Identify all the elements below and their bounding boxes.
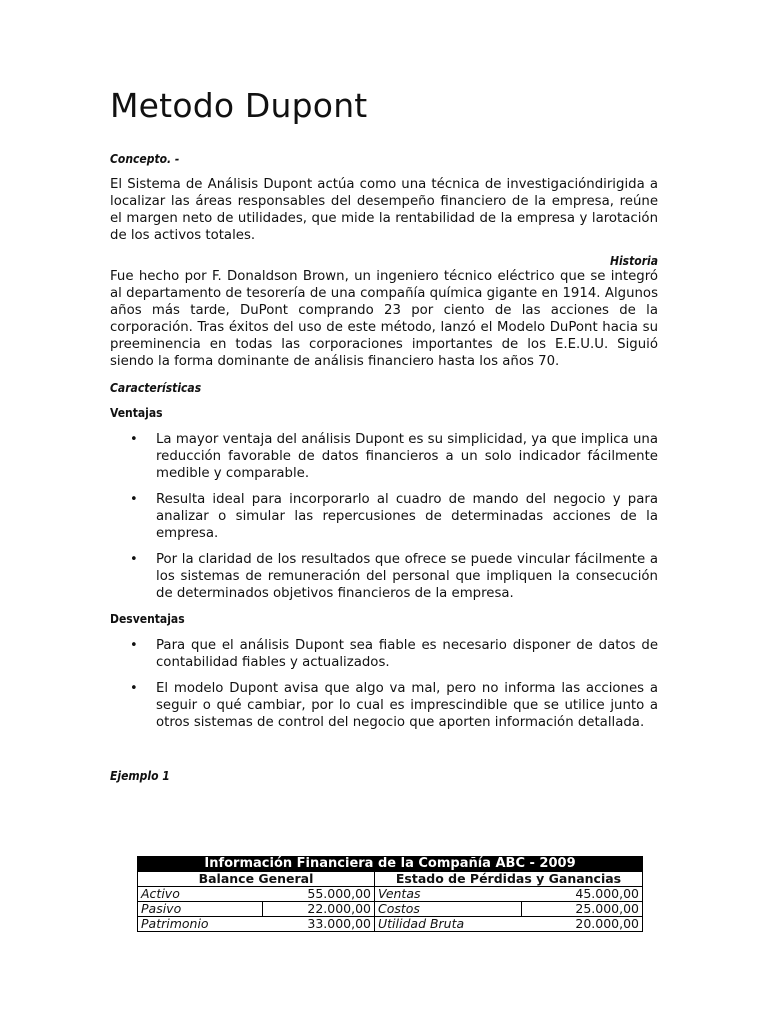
bullet-icon: • <box>130 552 138 567</box>
ventajas-list <box>110 431 658 602</box>
bullet-icon: • <box>130 681 138 696</box>
resultados-value: 25.000,00 <box>521 902 643 917</box>
financial-table <box>137 856 643 932</box>
balance-value: 33.000,00 <box>262 917 375 932</box>
ventaja-text: Resulta ideal para incorporarlo al cuadro de mando del negocio y para analizar o simular las repercusiones de determinadas acciones de la empresa. <box>156 492 658 541</box>
page-title: Metodo Dupont <box>110 86 368 125</box>
list-item <box>110 491 658 542</box>
table-title: Información Financiera de la Compañía ABC - 2009 <box>138 857 643 872</box>
ventaja-text: Por la claridad de los resultados que ofrece se puede vincular fácilmente a los sistemas de remuneración del personal que impliquen la consecución de determinados objetivos financieros de la empresa. <box>156 552 658 601</box>
list-item <box>110 680 658 731</box>
list-item <box>110 551 658 602</box>
table-row <box>138 902 643 917</box>
balance-label: Activo <box>138 887 263 902</box>
table-row <box>138 917 643 932</box>
concepto-heading: Concepto. - <box>110 152 180 166</box>
table-row <box>138 887 643 902</box>
resultados-value: 45.000,00 <box>521 887 643 902</box>
resultados-label: Ventas <box>375 887 522 902</box>
ventajas-heading: Ventajas <box>110 406 163 420</box>
resultados-label: Utilidad Bruta <box>375 917 522 932</box>
ventaja-text: La mayor ventaja del análisis Dupont es su simplicidad, ya que implica una reducción favorable de datos financieros a un solo indicador fácilmente medible y comparable. <box>156 432 658 481</box>
bullet-icon: • <box>130 492 138 507</box>
document-content <box>110 86 658 783</box>
desventajas-heading: Desventajas <box>110 612 185 626</box>
desventaja-text: El modelo Dupont avisa que algo va mal, pero no informa las acciones a seguir o qué cambiar, por lo cual es imprescindible que se utilice junto a otros sistemas de control del negocio que aporten información detallada. <box>156 681 658 730</box>
resultados-label: Costos <box>375 902 522 917</box>
list-item <box>110 431 658 482</box>
bullet-icon: • <box>130 638 138 653</box>
desventaja-text: Para que el análisis Dupont sea fiable es necesario disponer de datos de contabilidad fiables y actualizados. <box>156 638 658 670</box>
balance-value: 55.000,00 <box>262 887 375 902</box>
balance-label: Pasivo <box>138 902 263 917</box>
caracteristicas-heading: Características <box>110 381 202 395</box>
list-item <box>110 637 658 671</box>
balance-label: Patrimonio <box>138 917 263 932</box>
balance-header: Balance General <box>138 872 375 887</box>
resultados-value: 20.000,00 <box>521 917 643 932</box>
historia-text: Fue hecho por F. Donaldson Brown, un ingeniero técnico eléctrico que se integró al departamento de tesorería de una compañía química gigante en 1914. Algunos años más tarde, DuPont comprando 23 por ciento de las acciones de la corporación. Tras éxitos del uso de este método, lanzó el Modelo DuPont hacia su preeminencia en todas las corporaciones importantes de los E.E.U.U. Siguió siendo la forma dominante de análisis financiero hasta los años 70. <box>110 269 658 369</box>
ejemplo-heading: Ejemplo 1 <box>110 769 170 783</box>
historia-heading: Historia <box>609 254 658 268</box>
desventajas-list <box>110 637 658 731</box>
resultados-header: Estado de Pérdidas y Ganancias <box>375 872 643 887</box>
concepto-text: El Sistema de Análisis Dupont actúa como una técnica de investigacióndirigida a localizar las áreas responsables del desempeño financiero de la empresa, reúne el margen neto de utilidades, que mide la rentabilidad de la empresa y larotación de los activos totales. <box>110 177 658 243</box>
bullet-icon: • <box>130 432 138 447</box>
balance-value: 22.000,00 <box>262 902 375 917</box>
